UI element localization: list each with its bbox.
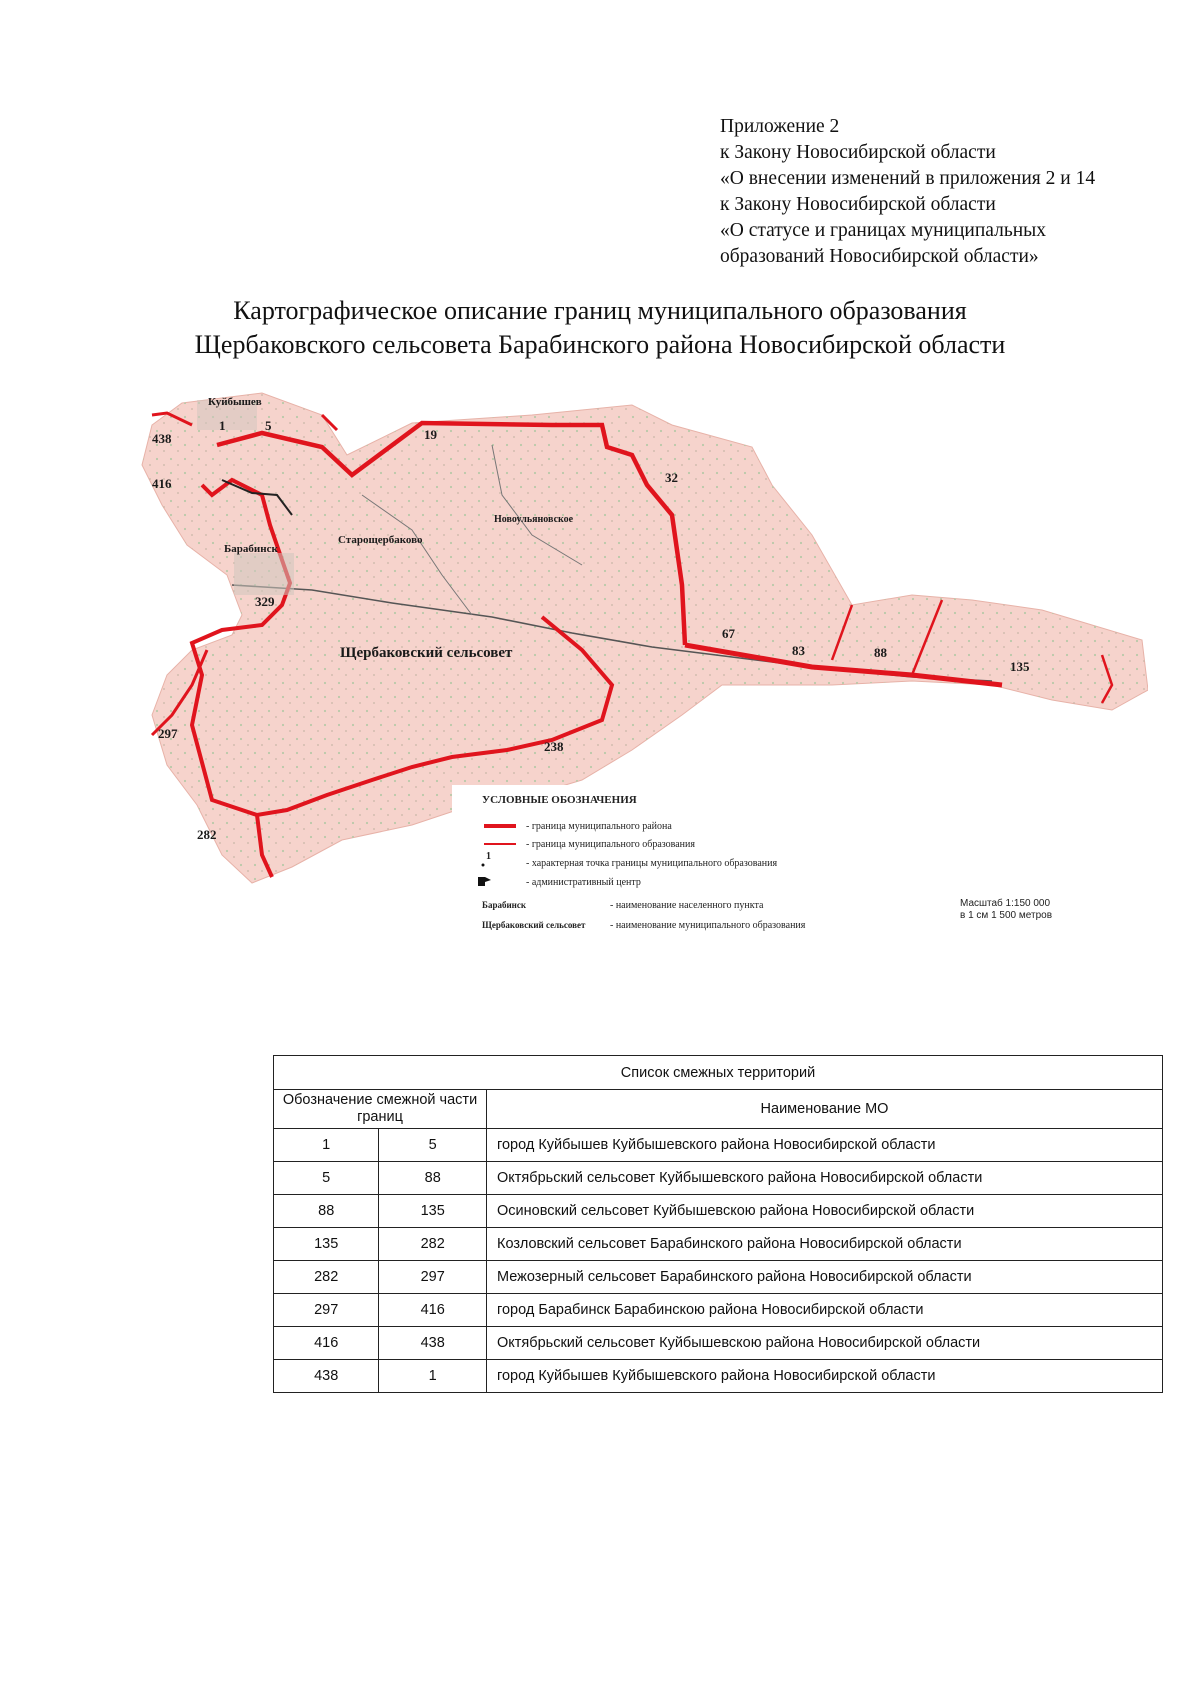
point-label: 67: [722, 626, 735, 641]
table-row: [274, 1261, 1163, 1294]
legend-name-desc: - наименование населенного пункта: [610, 900, 764, 911]
table-row: [274, 1195, 1163, 1228]
legend-name-sample: Щербаковский сельсовет: [482, 920, 586, 930]
map-scale-note: в 1 см 1 500 метров: [960, 910, 1053, 921]
cell-name: город Куйбышев Куйбышевского района Новосибирской области: [487, 1360, 1163, 1393]
point-label: 329: [255, 594, 275, 609]
point-label: 282: [197, 827, 217, 842]
table-row: [274, 1294, 1163, 1327]
legend-title: УСЛОВНЫЕ ОБОЗНАЧЕНИЯ: [482, 794, 637, 806]
table-header-boundary: Обозначение смежной части границ: [274, 1090, 487, 1129]
point-label: 297: [158, 726, 178, 741]
cell-to: 5: [379, 1129, 487, 1162]
map-scale: Масштаб 1:150 000: [960, 898, 1051, 909]
appendix-line: «О внесении изменений в приложения 2 и 14: [720, 168, 1096, 189]
point-label: 83: [792, 643, 805, 658]
cell-to: 282: [379, 1228, 487, 1261]
point-label: 238: [544, 739, 564, 754]
legend-point-sample: 1: [486, 851, 491, 862]
cell-name: Козловский сельсовет Барабинского района Новосибирской области: [487, 1228, 1163, 1261]
table-row: [274, 1129, 1163, 1162]
admin-center-icon: [478, 877, 485, 886]
cell-from: 438: [274, 1360, 379, 1393]
title-line: Щербаковского сельсовета Барабинского района Новосибирской области: [194, 330, 1006, 359]
place-label: Новоульяновское: [494, 514, 574, 525]
legend-name-sample: Барабинск: [482, 900, 527, 910]
appendix-line: к Закону Новосибирской области: [720, 142, 996, 163]
cell-from: 88: [274, 1195, 379, 1228]
appendix-line: образований Новосибирской области»: [720, 246, 1039, 267]
point-label: 416: [152, 476, 172, 491]
settlement-area: [234, 553, 294, 595]
document-title: [0, 294, 1200, 362]
cell-to: 297: [379, 1261, 487, 1294]
cell-name: Межозерный сельсовет Барабинского района Новосибирской области: [487, 1261, 1163, 1294]
legend-name-desc: - наименование муниципального образования: [610, 920, 806, 931]
point-label: 32: [665, 470, 678, 485]
legend-point-icon: [482, 864, 485, 867]
legend-item: - характерная точка границы муниципального образования: [526, 858, 778, 869]
point-label: 88: [874, 645, 887, 660]
legend-item: - граница муниципального района: [526, 821, 672, 832]
cell-from: 5: [274, 1162, 379, 1195]
table-header-name: Наименование МО: [487, 1090, 1163, 1129]
cell-name: город Барабинск Барабинскою района Новосибирской области: [487, 1294, 1163, 1327]
cell-to: 438: [379, 1327, 487, 1360]
cell-name: Октябрьский сельсовет Куйбышевскою района Новосибирской области: [487, 1327, 1163, 1360]
place-label: Щербаковский сельсовет: [340, 645, 513, 661]
appendix-line: к Закону Новосибирской области: [720, 194, 996, 215]
appendix-header: [720, 114, 1160, 270]
cell-to: 1: [379, 1360, 487, 1393]
cell-from: 297: [274, 1294, 379, 1327]
cell-name: Октябрьский сельсовет Куйбышевского района Новосибирской области: [487, 1162, 1163, 1195]
point-label: 19: [424, 427, 437, 442]
place-label: Куйбышев: [208, 396, 262, 408]
map-svg: [112, 385, 1148, 1025]
cell-to: 416: [379, 1294, 487, 1327]
table-row: [274, 1162, 1163, 1195]
boundary-map: [112, 385, 1148, 1025]
title-line: Картографическое описание границ муниципального образования: [233, 296, 967, 325]
cell-to: 88: [379, 1162, 487, 1195]
appendix-line: «О статусе и границах муниципальных: [720, 220, 1047, 241]
place-label: Барабинск: [224, 543, 278, 555]
cell-from: 1: [274, 1129, 379, 1162]
cell-to: 135: [379, 1195, 487, 1228]
cell-from: 416: [274, 1327, 379, 1360]
place-label: Старощербаково: [338, 534, 423, 546]
table-caption: Список смежных территорий: [274, 1056, 1163, 1090]
point-label: 438: [152, 431, 172, 446]
cell-name: Осиновский сельсовет Куйбышевскою района Новосибирской области: [487, 1195, 1163, 1228]
point-label: 5: [265, 418, 272, 433]
table-row: [274, 1360, 1163, 1393]
point-label: 1: [219, 418, 226, 433]
table-row: [274, 1228, 1163, 1261]
legend-item: - административный центр: [526, 877, 641, 888]
legend-item: - граница муниципального образования: [526, 839, 695, 850]
table-row: [274, 1327, 1163, 1360]
adjacent-territories-table: [273, 1055, 1163, 1393]
point-label: 135: [1010, 659, 1030, 674]
cell-name: город Куйбышев Куйбышевского района Новосибирской области: [487, 1129, 1163, 1162]
cell-from: 135: [274, 1228, 379, 1261]
appendix-line: Приложение 2: [720, 116, 840, 137]
cell-from: 282: [274, 1261, 379, 1294]
